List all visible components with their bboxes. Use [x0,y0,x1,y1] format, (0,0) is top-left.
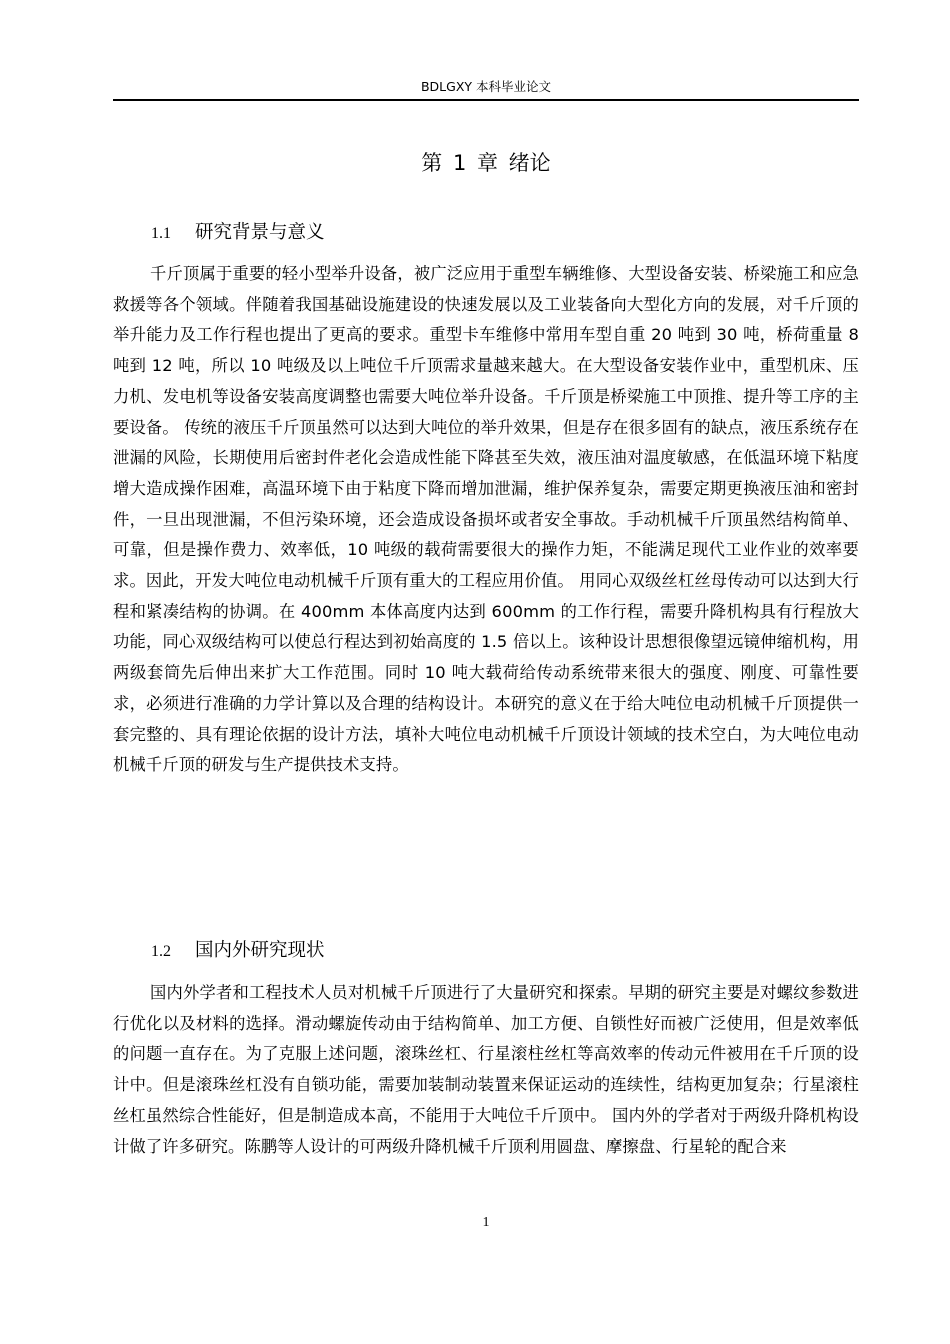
paragraph-research-status: 国内外学者和工程技术人员对机械千斤顶进行了大量研究和探索。早期的研究主要是对螺纹参数进行优化以及材料的选择。滑动螺旋传动由于结构简单、加工方便、自锁性好而被广泛使用，但是效率低的问题一直存在。为了克服上述问题，滚珠丝杠、行星滚柱丝杠等高效率的传动元件被用在千斤顶的设计中。但是滚珠丝杠没有自锁功能，需要加装制动装置来保证运动的连续性，结构更加复杂；行星滚柱丝杠虽然综合性能好，但是制造成本高，不能用于大吨位千斤顶中。 国内外的学者对于两级升降机构设计做了许多研究。陈鹏等人设计的可两级升降机械千斤顶利用圆盘、摩擦盘、行星轮的配合来 [113,983,859,1156]
section-heading-1-2 [151,937,325,966]
section-number: 1.1 [151,225,171,242]
section-heading-1-1 [151,219,325,248]
page-number: 1 [482,1215,490,1230]
header-rule [113,99,859,101]
section-title: 研究背景与意义 [195,222,325,243]
section-number: 1.2 [151,943,171,960]
running-header: BDLGXY 本科毕业论文 [420,79,552,94]
chapter-title: 第 1 章 绪论 [421,151,551,175]
section-title: 国内外研究现状 [195,940,325,961]
paragraph-background: 千斤顶属于重要的轻小型举升设备，被广泛应用于重型车辆维修、大型设备安装、桥梁施工和应急救援等各个领域。伴随着我国基础设施建设的快速发展以及工业装备向大型化方向的发展，对千斤顶的举升能力及工作行程也提出了更高的要求。重型卡车维修中常用车型自重 20 吨到 30 吨，桥荷重量 8 吨到 12 吨，所以 10 吨级及以上吨位千斤顶需求量越来越大。在大型设备安装作业中，重型机床、压力机、发电机等设备安装高度调整也需要大吨位举升设备。千斤顶是桥梁施工中顶推、提升等工序的主要设备。 传统的液压千斤顶虽然可以达到大吨位的举升效果，但是存在很多固有的缺点，液压系统存在泄漏的风险，长期使用后密封件老化会造成性能下降甚至失效，液压油对温度敏感，在低温环境下粘度增大造成操作困难，高温环境下由于粘度下降而增加泄漏，维护保养复杂，需要定期更换液压油和密封件，一旦出现泄漏，不但污染环境，还会造成设备损坏或者安全事故。手动机械千斤顶虽然结构简单、可靠，但是操作费力、效率低，10 吨级的载荷需要很大的操作力矩，不能满足现代工业作业的效率要求。因此，开发大吨位电动机械千斤顶有重大的工程应用价值。 用同心双级丝杠丝母传动可以达到大行程和紧凑结构的协调。在 400mm 本体高度内达到 600mm 的工作行程，需要升降机构具有行程放大功能，同心双级结构可以使总行程达到初始高度的 1.5 倍以上。该种设计思想很像望远镜伸缩机构，用两级套筒先后伸出来扩大工作范围。同时 10 吨大载荷给传动系统带来很大的强度、刚度、可靠性要求，必须进行准确的力学计算以及合理的结构设计。本研究的意义在于给大吨位电动机械千斤顶提供一套完整的、具有理论依据的设计方法，填补大吨位电动机械千斤顶设计领域的技术空白，为大吨位电动机械千斤顶的研发与生产提供技术支持。 [113,264,859,775]
